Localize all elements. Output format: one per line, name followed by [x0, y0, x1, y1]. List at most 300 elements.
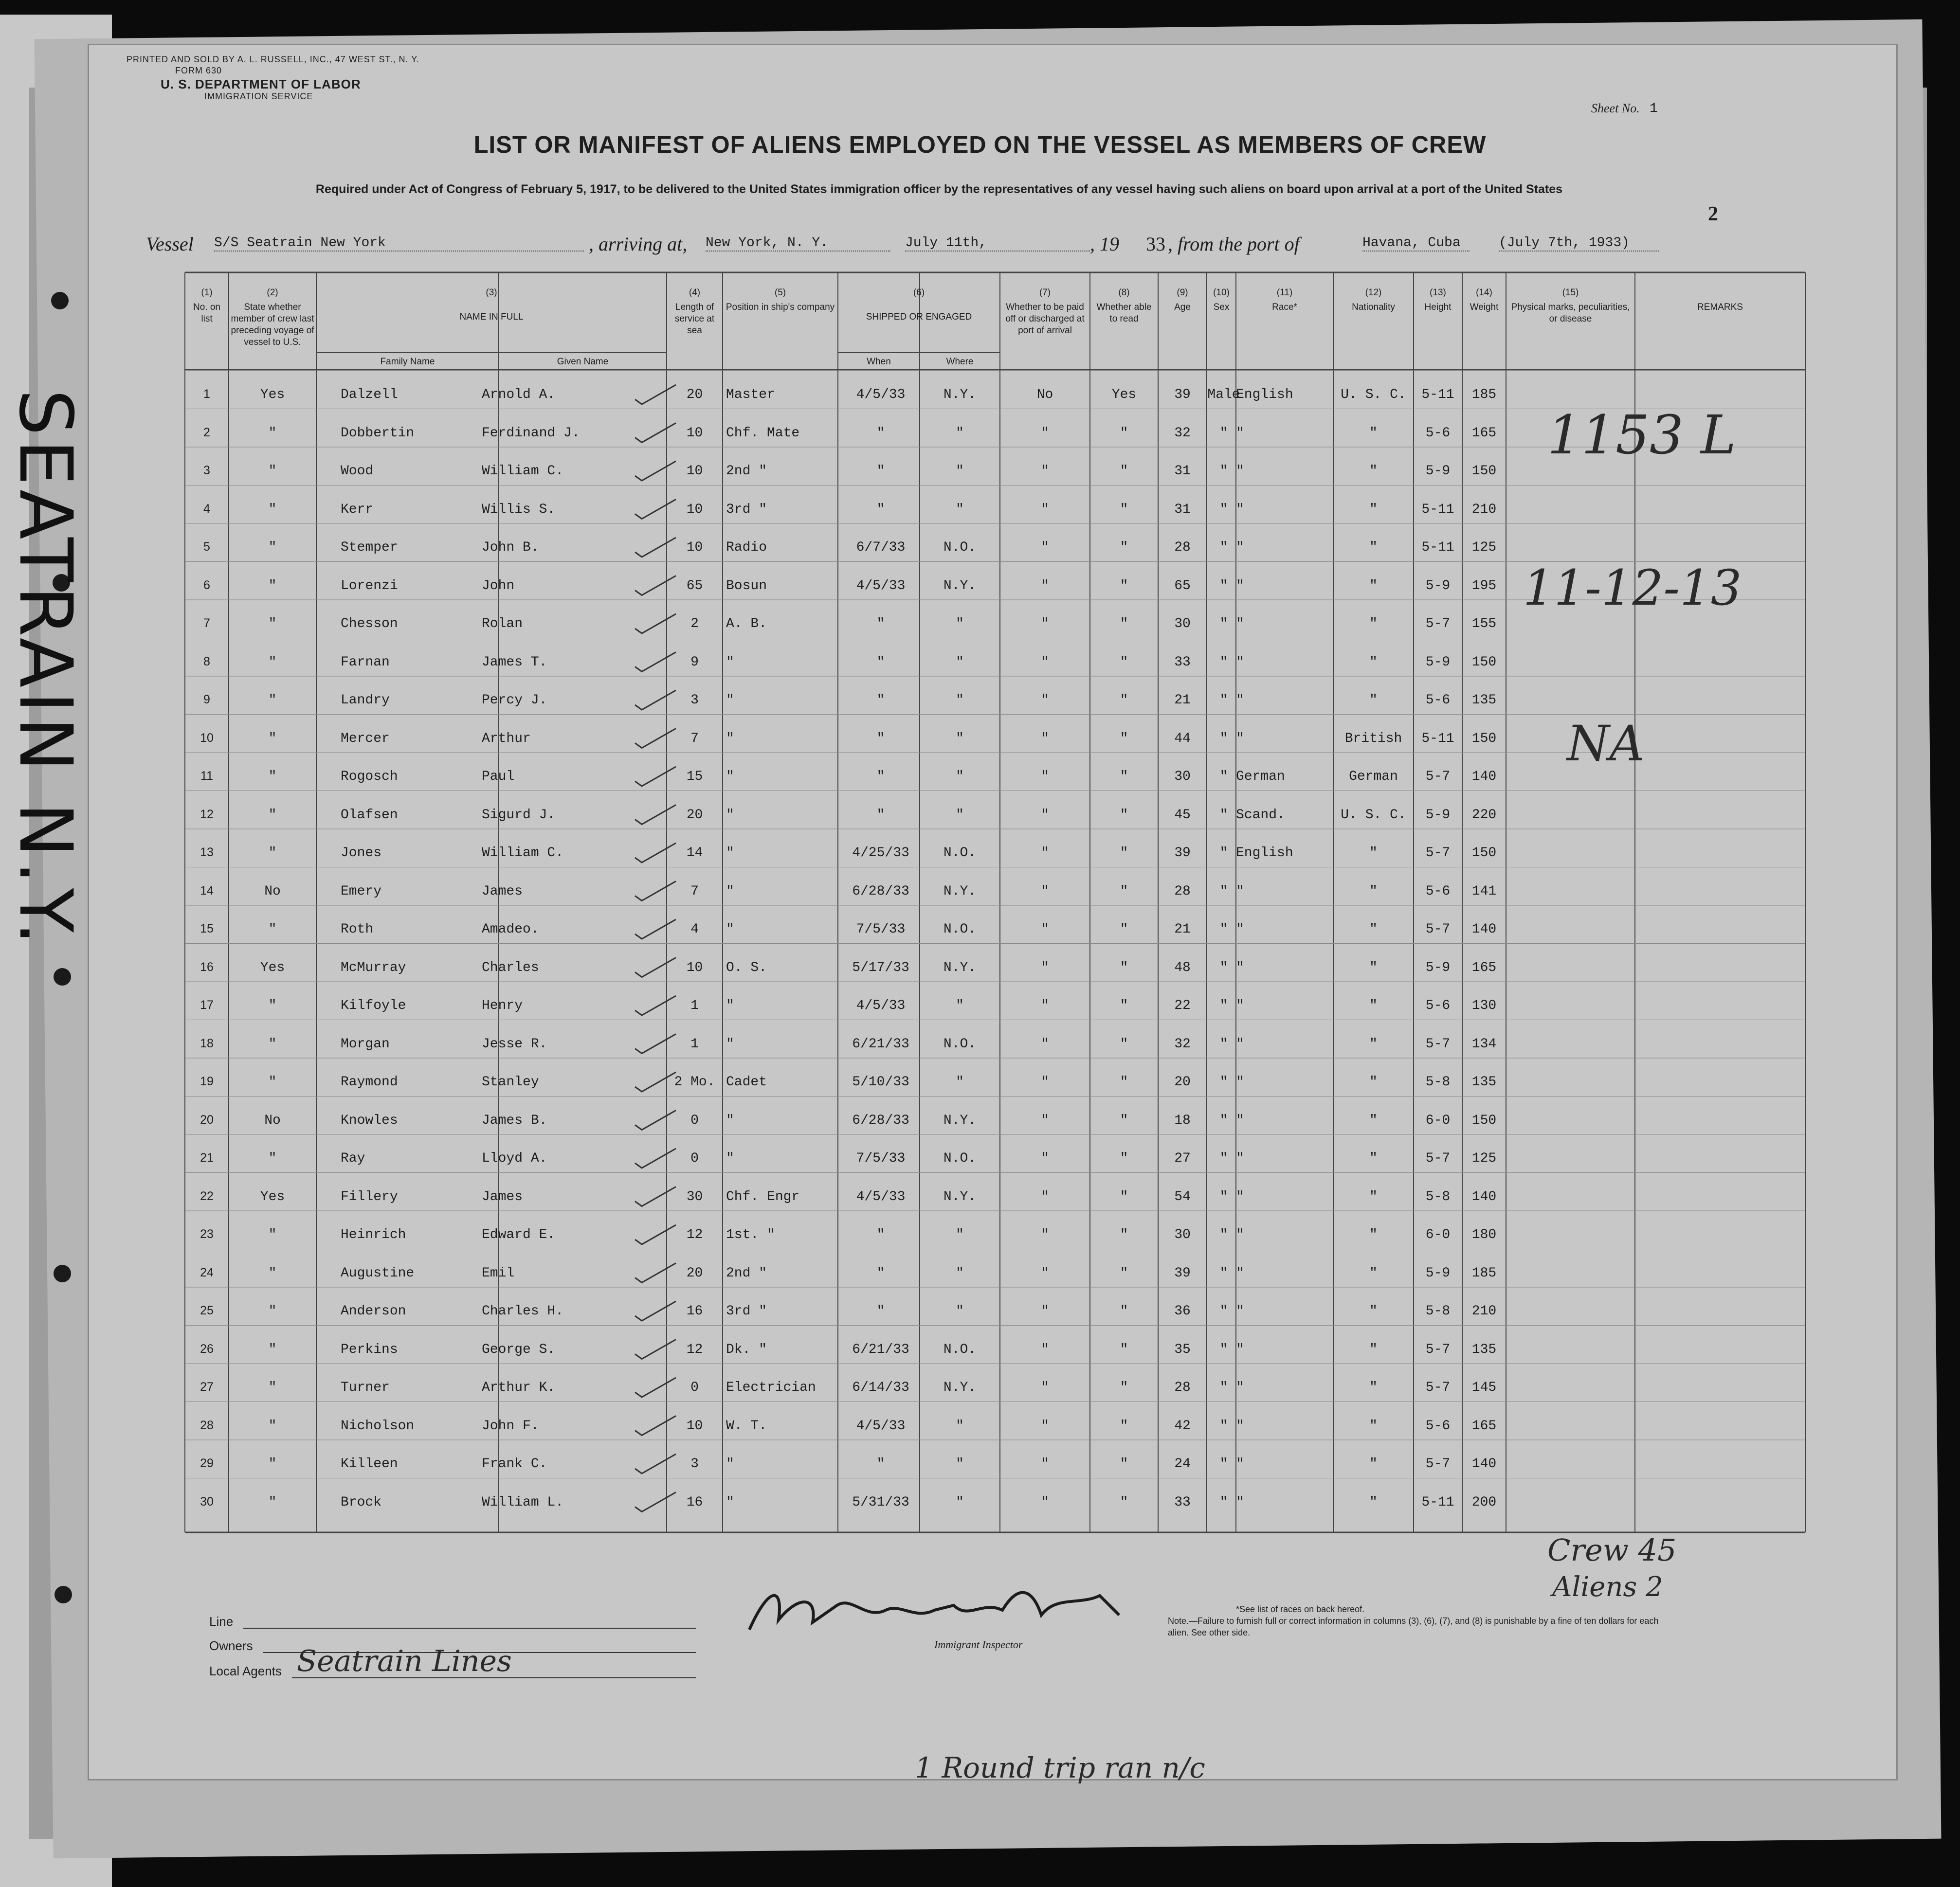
- cell-height: 5-11: [1421, 540, 1454, 555]
- from-label: , from the port of: [1168, 233, 1300, 255]
- cell-read: ": [1120, 769, 1128, 784]
- cell-weight: 150: [1471, 845, 1497, 861]
- cell-where: ": [956, 998, 964, 1013]
- cell-race: ": [1236, 654, 1244, 670]
- cell-family: Stemper: [341, 540, 398, 555]
- cell-paid: ": [1041, 1265, 1049, 1281]
- cell-given: Charles H.: [482, 1304, 564, 1319]
- cell-read: ": [1120, 998, 1128, 1013]
- cell-no: 20: [200, 1113, 214, 1127]
- cell-service: 65: [686, 578, 703, 593]
- cell-weight: 150: [1471, 654, 1497, 670]
- cell-no: 29: [200, 1456, 214, 1470]
- remark-initials: NA: [1567, 715, 1645, 772]
- cell-when: 6/21/33: [852, 1036, 909, 1052]
- cell-weight: 210: [1471, 1304, 1497, 1319]
- cell-given: William L.: [482, 1494, 564, 1510]
- cell-weight: 140: [1471, 1456, 1497, 1472]
- cell-nationality: ": [1369, 1113, 1378, 1128]
- cell-age: 33: [1174, 1494, 1191, 1510]
- cell-family: McMurray: [341, 960, 406, 975]
- cell-weight: 200: [1471, 1494, 1497, 1510]
- cell-read: ": [1120, 1075, 1128, 1090]
- cell-given: William C.: [482, 845, 564, 861]
- cell-weight: 135: [1471, 693, 1497, 708]
- cell-height: 5-9: [1425, 807, 1451, 823]
- cell-paid: ": [1041, 807, 1049, 823]
- inspector-signature: [740, 1576, 1139, 1639]
- cell-service: 1: [690, 998, 699, 1013]
- cell-where: ": [956, 1265, 964, 1281]
- cell-sex: ": [1219, 502, 1228, 517]
- cell-no: 22: [200, 1189, 214, 1203]
- cell-where: ": [956, 1418, 964, 1434]
- cell-sex: ": [1219, 1075, 1228, 1090]
- cell-given: Emil: [482, 1265, 515, 1281]
- cell-race: ": [1236, 464, 1244, 479]
- cell-nationality: British: [1344, 731, 1402, 746]
- cell-weight: 180: [1471, 1227, 1497, 1242]
- cell-position: ": [726, 922, 734, 937]
- cell-height: 5-9: [1425, 578, 1451, 593]
- cell-position: A. B.: [726, 616, 767, 631]
- cell-when: ": [876, 731, 885, 746]
- cell-sex: ": [1219, 464, 1228, 479]
- cell-where: N.Y.: [943, 1189, 977, 1204]
- cell-no: 12: [200, 807, 214, 821]
- cell-family: Mercer: [341, 731, 390, 746]
- cell-no: 7: [203, 616, 210, 630]
- cell-age: 45: [1174, 807, 1191, 823]
- cell-height: 5-7: [1425, 1036, 1451, 1052]
- cell-age: 33: [1174, 654, 1191, 670]
- cell-age: 24: [1174, 1456, 1191, 1472]
- departure-date: (July 7th, 1933): [1499, 235, 1659, 252]
- cell-weight: 210: [1471, 502, 1497, 517]
- cell-paid: ": [1041, 1418, 1049, 1434]
- cell-read: ": [1120, 883, 1128, 899]
- cell-weight: 185: [1471, 1265, 1497, 1281]
- cell-read: ": [1120, 731, 1128, 746]
- cell-service: 16: [686, 1494, 703, 1510]
- cell-prev: ": [268, 807, 277, 823]
- cell-family: Roth: [341, 922, 374, 937]
- cell-sex: ": [1219, 578, 1228, 593]
- cell-weight: 140: [1471, 769, 1497, 784]
- cell-prev: ": [268, 1265, 277, 1281]
- cell-when: 5/31/33: [852, 1494, 909, 1510]
- cell-given: John F.: [482, 1418, 539, 1434]
- cell-position: W. T.: [726, 1418, 767, 1434]
- cell-age: 44: [1174, 731, 1191, 746]
- cell-family: Rogosch: [341, 769, 398, 784]
- cell-when: ": [876, 654, 885, 670]
- cell-read: ": [1120, 1113, 1128, 1128]
- cell-prev: ": [268, 654, 277, 670]
- cell-no: 4: [203, 502, 210, 516]
- cell-race: English: [1236, 387, 1293, 402]
- cell-given: Arthur: [482, 731, 531, 746]
- cell-service: 10: [686, 540, 703, 555]
- cell-nationality: U. S. C.: [1341, 387, 1406, 402]
- cell-age: 42: [1174, 1418, 1191, 1434]
- cell-age: 31: [1174, 464, 1191, 479]
- cell-family: Fillery: [341, 1189, 398, 1204]
- cell-weight: 140: [1471, 922, 1497, 937]
- cell-where: N.Y.: [943, 883, 977, 899]
- cell-sex: ": [1219, 769, 1228, 784]
- cell-position: Chf. Mate: [726, 425, 800, 441]
- cell-paid: ": [1041, 616, 1049, 631]
- cell-prev: ": [268, 425, 277, 441]
- cell-when: 6/7/33: [856, 540, 906, 555]
- cell-read: ": [1120, 693, 1128, 708]
- cell-no: 9: [203, 693, 210, 706]
- cell-where: ": [956, 1456, 964, 1472]
- cell-when: 4/25/33: [852, 845, 909, 861]
- cell-when: 4/5/33: [856, 1189, 906, 1204]
- cell-nationality: ": [1369, 845, 1378, 861]
- column-number: (6): [913, 288, 925, 298]
- cell-nationality: ": [1369, 425, 1378, 441]
- cell-where: N.O.: [943, 922, 977, 937]
- cell-family: Killeen: [341, 1456, 398, 1472]
- cell-where: N.O.: [943, 1151, 977, 1166]
- cell-prev: ": [268, 693, 277, 708]
- cell-age: 32: [1174, 425, 1191, 441]
- cell-nationality: ": [1369, 998, 1378, 1013]
- cell-given: Amadeo.: [482, 922, 539, 937]
- cell-given: James T.: [482, 654, 547, 670]
- cell-position: ": [726, 807, 734, 823]
- column-sub-label: Family Name: [380, 357, 435, 367]
- cell-weight: 125: [1471, 1151, 1497, 1166]
- cell-nationality: ": [1369, 1189, 1378, 1204]
- cell-paid: ": [1041, 1075, 1049, 1090]
- cell-service: 9: [690, 654, 699, 670]
- cell-prev: ": [268, 922, 277, 937]
- cell-age: 30: [1174, 769, 1191, 784]
- cell-race: ": [1236, 998, 1244, 1013]
- cell-sex: ": [1219, 922, 1228, 937]
- cell-race: ": [1236, 1456, 1244, 1472]
- cell-height: 5-11: [1421, 502, 1454, 517]
- cell-family: Olafsen: [341, 807, 398, 823]
- cell-no: 6: [203, 578, 210, 592]
- cell-where: N.Y.: [943, 578, 977, 593]
- cell-paid: ": [1041, 1227, 1049, 1242]
- cell-prev: No: [264, 1113, 281, 1128]
- column-label: REMARKS: [1697, 302, 1743, 312]
- cell-height: 5-6: [1425, 998, 1451, 1013]
- cell-read: ": [1120, 1304, 1128, 1319]
- cell-family: Chesson: [341, 616, 398, 631]
- cell-race: ": [1236, 883, 1244, 899]
- cell-position: Master: [726, 387, 775, 402]
- cell-when: 4/5/33: [856, 1418, 906, 1434]
- cell-paid: ": [1041, 540, 1049, 555]
- cell-sex: ": [1219, 616, 1228, 631]
- cell-where: ": [956, 425, 964, 441]
- cell-paid: ": [1041, 1456, 1049, 1472]
- cell-family: Dalzell: [341, 387, 398, 402]
- cell-no: 21: [200, 1151, 214, 1165]
- cell-read: ": [1120, 425, 1128, 441]
- cell-height: 5-7: [1425, 1380, 1451, 1395]
- cell-when: ": [876, 807, 885, 823]
- cell-when: 5/10/33: [852, 1075, 909, 1090]
- cell-service: 3: [690, 693, 699, 708]
- cell-family: Anderson: [341, 1304, 406, 1319]
- cell-race: ": [1236, 578, 1244, 593]
- cell-nationality: ": [1369, 464, 1378, 479]
- cell-prev: ": [268, 1151, 277, 1166]
- cell-position: ": [726, 1456, 734, 1472]
- cell-read: ": [1120, 845, 1128, 861]
- cell-paid: ": [1041, 922, 1049, 937]
- cell-weight: 165: [1471, 960, 1497, 975]
- cell-position: ": [726, 1151, 734, 1166]
- cell-service: 20: [686, 1265, 703, 1281]
- cell-weight: 145: [1471, 1380, 1497, 1395]
- cell-nationality: ": [1369, 654, 1378, 670]
- cell-no: 14: [200, 883, 214, 898]
- column-number: (15): [1562, 288, 1579, 298]
- column-number: (13): [1430, 288, 1446, 298]
- cell-read: ": [1120, 502, 1128, 517]
- printer-line: PRINTED AND SOLD BY A. L. RUSSELL, INC., 47 WEST ST., N. Y.: [127, 54, 419, 64]
- cell-no: 17: [200, 998, 214, 1012]
- cell-service: 10: [686, 502, 703, 517]
- vessel-label: Vessel: [146, 233, 194, 255]
- line-field: [243, 1628, 696, 1629]
- cell-prev: ": [268, 1342, 277, 1357]
- service: IMMIGRATION SERVICE: [204, 91, 313, 101]
- cell-weight: 135: [1471, 1342, 1497, 1357]
- cell-family: Ray: [341, 1151, 365, 1166]
- cell-given: John B.: [482, 540, 539, 555]
- cell-age: 48: [1174, 960, 1191, 975]
- cell-service: 2: [690, 616, 699, 631]
- cell-prev: ": [268, 1418, 277, 1434]
- cell-given: Ferdinand J.: [482, 425, 580, 441]
- cell-given: Arnold A.: [482, 387, 556, 402]
- cell-nationality: ": [1369, 1342, 1378, 1357]
- cell-service: 12: [686, 1342, 703, 1357]
- cell-family: Morgan: [341, 1036, 390, 1052]
- column-number: (4): [689, 288, 701, 298]
- page-number: 2: [1708, 203, 1718, 225]
- column-number: (2): [267, 288, 278, 298]
- cell-service: 7: [690, 883, 699, 899]
- cell-paid: ": [1041, 1189, 1049, 1204]
- cell-weight: 141: [1471, 883, 1497, 899]
- cell-family: Dobbertin: [341, 425, 415, 441]
- column-label: Length of service at sea: [674, 302, 715, 336]
- cell-family: Landry: [341, 693, 390, 708]
- cell-age: 30: [1174, 1227, 1191, 1242]
- cell-paid: ": [1041, 502, 1049, 517]
- cell-prev: ": [268, 616, 277, 631]
- column-number: (10): [1213, 288, 1230, 298]
- column-sub-label: Given Name: [557, 357, 609, 367]
- cell-prev: ": [268, 1380, 277, 1395]
- cell-family: Jones: [341, 845, 382, 861]
- cell-sex: ": [1219, 731, 1228, 746]
- cell-height: 5-9: [1425, 960, 1451, 975]
- cell-given: Sigurd J.: [482, 807, 556, 823]
- cell-prev: ": [268, 464, 277, 479]
- cell-prev: ": [268, 578, 277, 593]
- cell-given: George S.: [482, 1342, 556, 1357]
- cell-race: ": [1236, 1151, 1244, 1166]
- cell-nationality: ": [1369, 922, 1378, 937]
- cell-height: 6-0: [1425, 1227, 1451, 1242]
- cell-sex: ": [1219, 1494, 1228, 1510]
- cell-race: ": [1236, 1189, 1244, 1204]
- cell-sex: ": [1219, 1342, 1228, 1357]
- cell-read: ": [1120, 1456, 1128, 1472]
- cell-age: 21: [1174, 922, 1191, 937]
- cell-prev: ": [268, 731, 277, 746]
- cell-no: 1: [203, 387, 210, 401]
- cell-race: ": [1236, 1380, 1244, 1395]
- column-label: Whether able to read: [1096, 302, 1152, 324]
- cell-weight: 125: [1471, 540, 1497, 555]
- cell-service: 16: [686, 1304, 703, 1319]
- column-sub-label: Where: [946, 357, 974, 367]
- cell-age: 35: [1174, 1342, 1191, 1357]
- cell-where: ": [956, 616, 964, 631]
- cell-nationality: ": [1369, 502, 1378, 517]
- cell-service: 4: [690, 922, 699, 937]
- cell-weight: 155: [1471, 616, 1497, 631]
- cell-race: ": [1236, 1342, 1244, 1357]
- cell-race: ": [1236, 1113, 1244, 1128]
- cell-no: 16: [200, 960, 214, 974]
- cell-read: ": [1120, 922, 1128, 937]
- cell-given: James: [482, 883, 523, 899]
- cell-sex: ": [1219, 693, 1228, 708]
- cell-when: ": [876, 1265, 885, 1281]
- column-label: State whether member of crew last preceding voyage of vessel to U.S.: [231, 302, 314, 347]
- cell-given: Arthur K.: [482, 1380, 556, 1395]
- cell-service: 15: [686, 769, 703, 784]
- agents-label: Local Agents: [209, 1664, 282, 1678]
- cell-age: 65: [1174, 578, 1191, 593]
- cell-position: 2nd ": [726, 1265, 767, 1281]
- aliens-count-note: Aliens 2: [1552, 1571, 1663, 1603]
- cell-position: ": [726, 1036, 734, 1052]
- form-number: FORM 630: [175, 66, 222, 75]
- cell-prev: ": [268, 769, 277, 784]
- cell-weight: 150: [1471, 731, 1497, 746]
- cell-when: ": [876, 616, 885, 631]
- column-label: No. on list: [193, 302, 220, 324]
- cell-family: Nicholson: [341, 1418, 415, 1434]
- cell-race: ": [1236, 1036, 1244, 1052]
- cell-where: N.Y.: [943, 387, 977, 402]
- cell-no: 3: [203, 464, 210, 477]
- cell-when: 6/21/33: [852, 1342, 909, 1357]
- inspector-label: Immigrant Inspector: [934, 1638, 1023, 1651]
- cell-when: ": [876, 425, 885, 441]
- cell-position: ": [726, 654, 734, 670]
- cell-when: 6/28/33: [852, 1113, 909, 1128]
- cell-given: Rolan: [482, 616, 523, 631]
- cell-when: 6/28/33: [852, 883, 909, 899]
- cell-weight: 140: [1471, 1189, 1497, 1204]
- cell-sex: ": [1219, 1418, 1228, 1434]
- cell-height: 5-8: [1425, 1304, 1451, 1319]
- cell-position: Electrician: [726, 1380, 816, 1395]
- sheet-number: 1: [1650, 101, 1658, 116]
- cell-when: 4/5/33: [856, 578, 906, 593]
- cell-age: 36: [1174, 1304, 1191, 1319]
- cell-height: 5-11: [1421, 731, 1454, 746]
- column-label: NAME IN FULL: [459, 312, 524, 322]
- column-number: (12): [1365, 288, 1382, 298]
- cell-family: Knowles: [341, 1113, 398, 1128]
- cell-sex: ": [1219, 1456, 1228, 1472]
- cell-height: 5-7: [1425, 1456, 1451, 1472]
- cell-race: ": [1236, 731, 1244, 746]
- cell-where: ": [956, 1304, 964, 1319]
- cell-sex: ": [1219, 1189, 1228, 1204]
- cell-nationality: ": [1369, 1456, 1378, 1472]
- cell-sex: ": [1219, 960, 1228, 975]
- cell-position: ": [726, 769, 734, 784]
- cell-when: ": [876, 464, 885, 479]
- cell-weight: 134: [1471, 1036, 1497, 1052]
- cell-no: 27: [200, 1380, 214, 1394]
- cell-no: 26: [200, 1342, 214, 1356]
- cell-no: 8: [203, 654, 210, 668]
- cell-where: ": [956, 731, 964, 746]
- cell-race: ": [1236, 1304, 1244, 1319]
- cell-family: Kerr: [341, 502, 374, 517]
- cell-where: N.O.: [943, 540, 977, 555]
- cell-age: 28: [1174, 883, 1191, 899]
- cell-service: 20: [686, 807, 703, 823]
- cell-position: ": [726, 731, 734, 746]
- arrival-port: New York, N. Y.: [706, 235, 890, 252]
- cell-no: 19: [200, 1075, 214, 1088]
- cell-read: ": [1120, 1342, 1128, 1357]
- cell-family: Heinrich: [341, 1227, 406, 1242]
- cell-paid: ": [1041, 425, 1049, 441]
- cell-height: 5-8: [1425, 1189, 1451, 1204]
- cell-given: Jesse R.: [482, 1036, 547, 1052]
- cell-height: 5-8: [1425, 1075, 1451, 1090]
- cell-weight: 130: [1471, 998, 1497, 1013]
- cell-when: 7/5/33: [856, 1151, 906, 1166]
- cell-nationality: ": [1369, 1494, 1378, 1510]
- cell-read: ": [1120, 616, 1128, 631]
- cell-service: 14: [686, 845, 703, 861]
- column-number: (1): [201, 288, 213, 298]
- cell-read: ": [1120, 960, 1128, 975]
- column-label: Weight: [1470, 302, 1499, 312]
- cell-position: ": [726, 883, 734, 899]
- cell-sex: ": [1219, 654, 1228, 670]
- cell-given: Edward E.: [482, 1227, 556, 1242]
- cell-family: Kilfoyle: [341, 998, 406, 1013]
- cell-given: John: [482, 578, 515, 593]
- cell-nationality: ": [1369, 693, 1378, 708]
- cell-service: 7: [690, 731, 699, 746]
- cell-sex: ": [1219, 1265, 1228, 1281]
